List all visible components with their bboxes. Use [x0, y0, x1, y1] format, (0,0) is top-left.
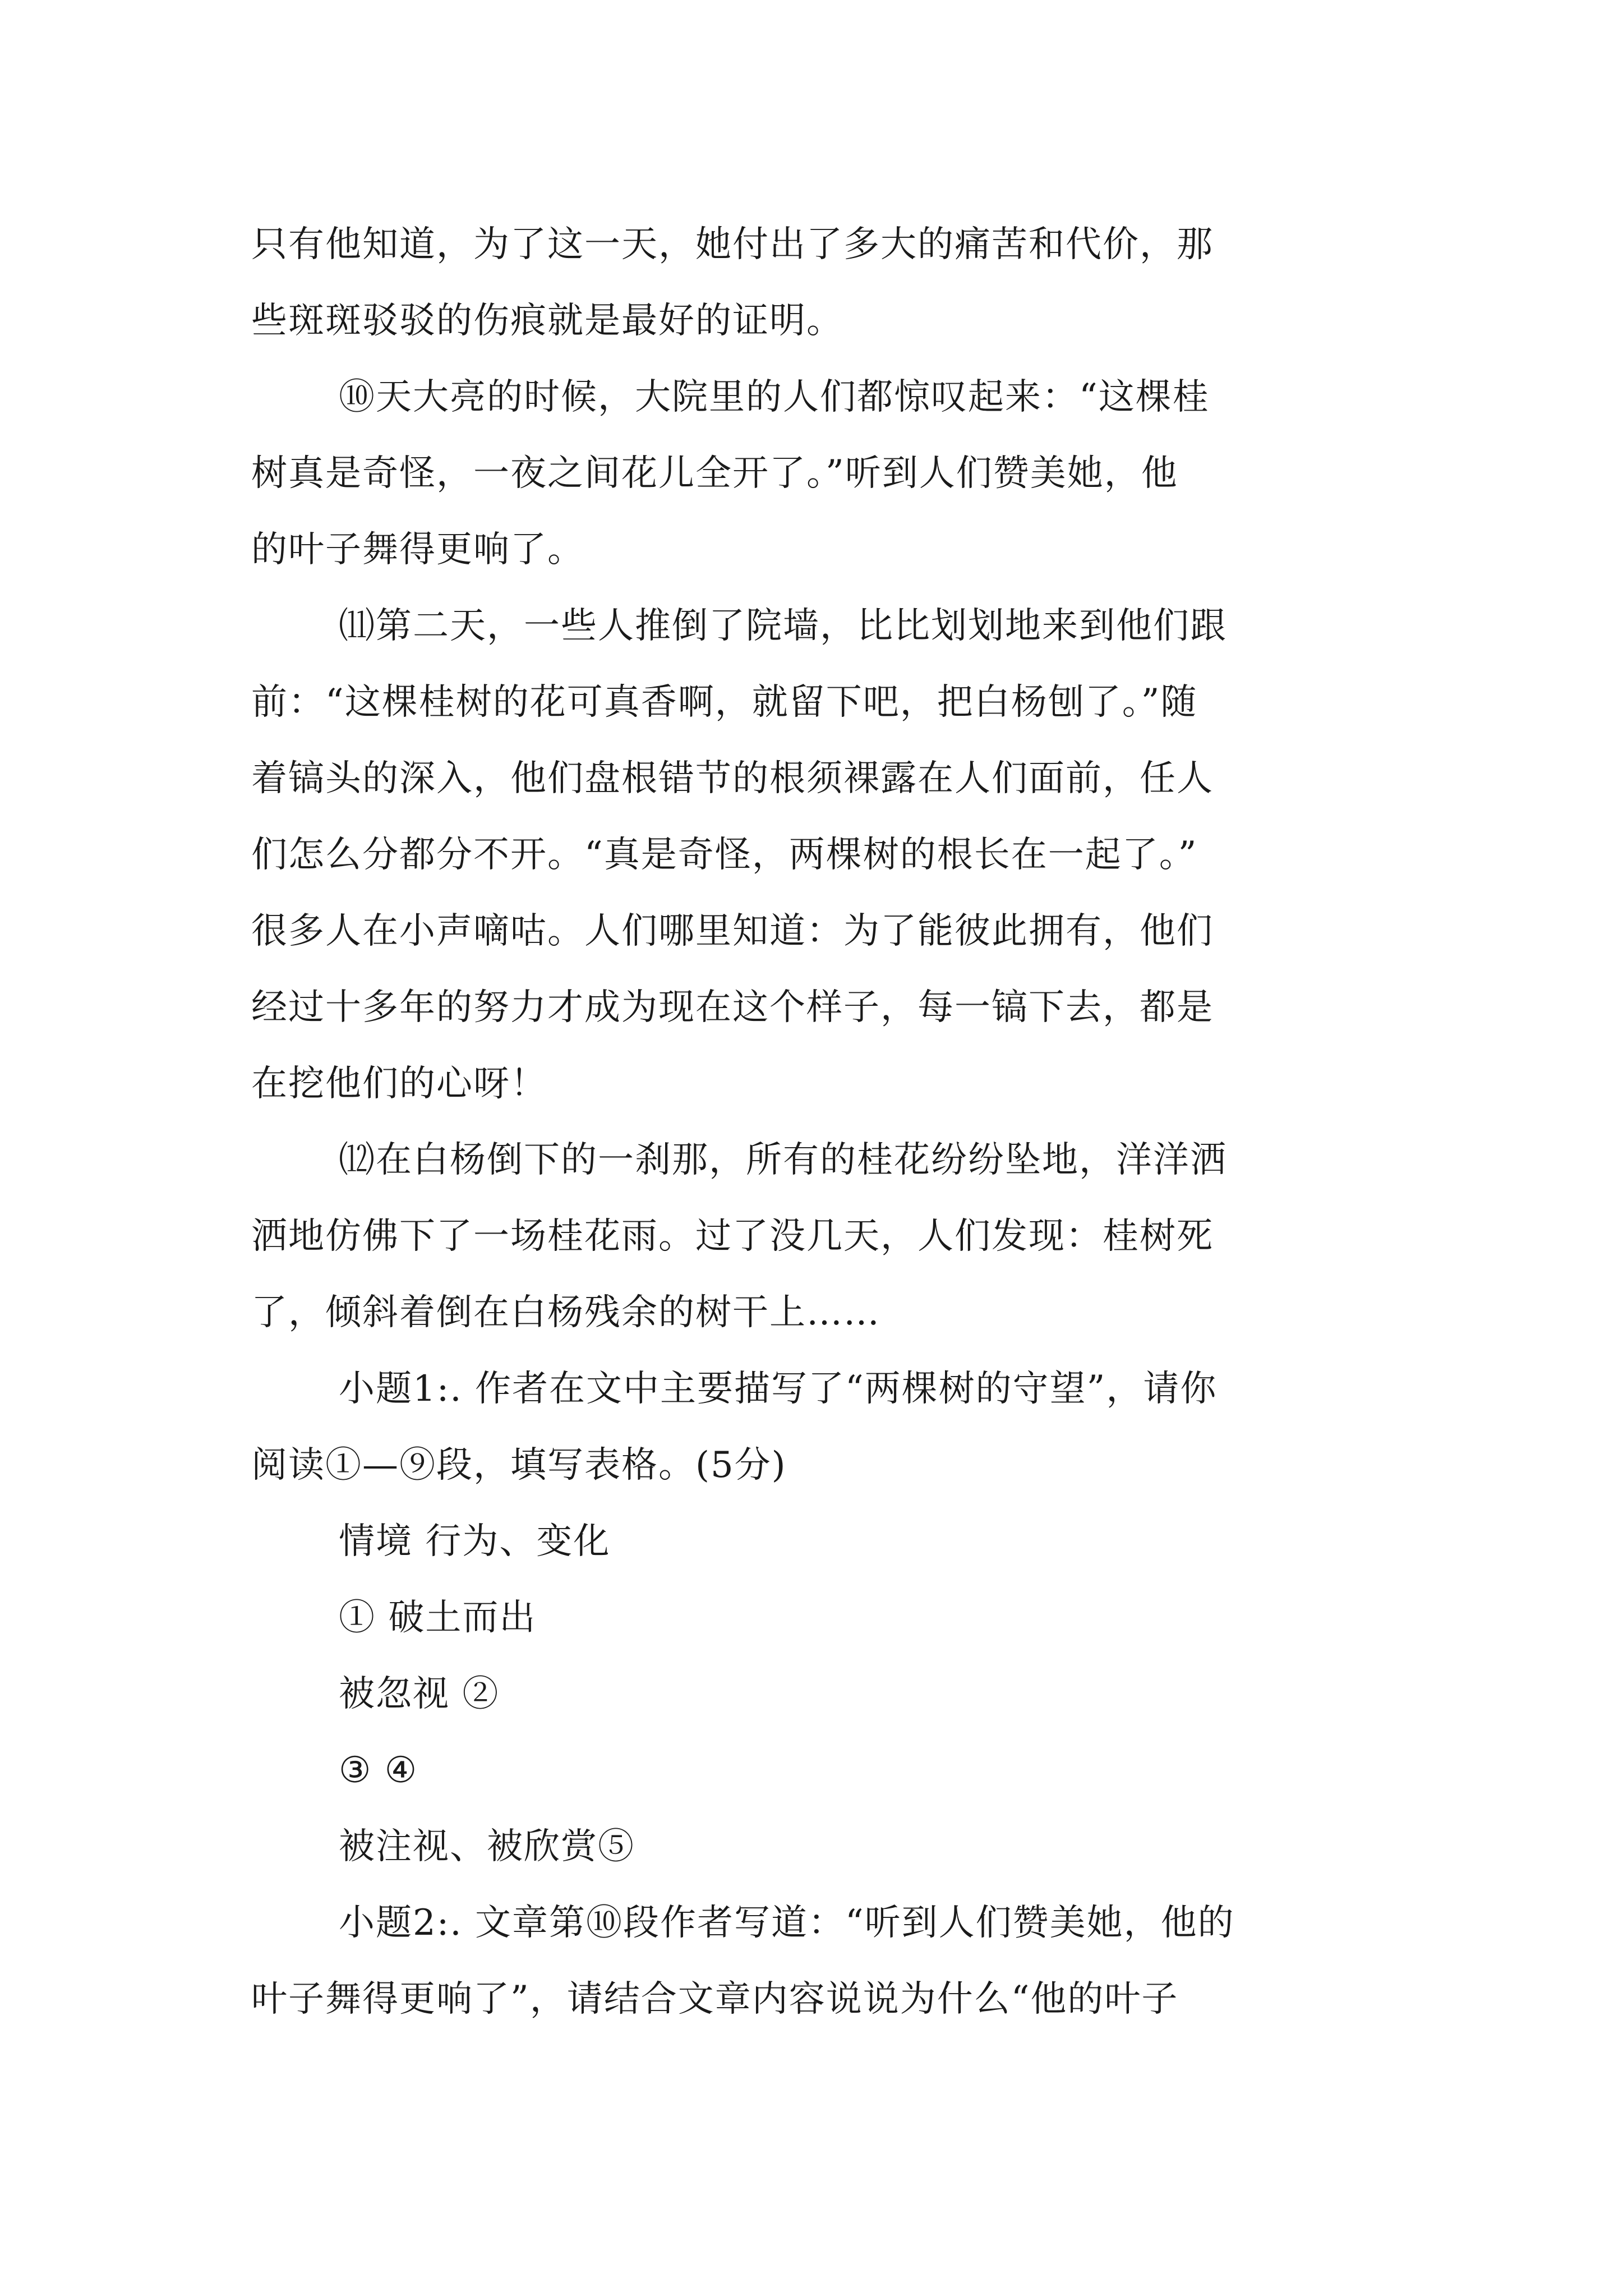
text-line-14: 洒地仿佛下了一场桂花雨。过了没几天，人们发现：桂树死 — [251, 1216, 1214, 1257]
text-line-6: ⑾第二天，一些人推倒了院墙，比比划划地来到他们跟 — [339, 605, 1227, 647]
text-line-10: 很多人在小声嘀咕。人们哪里知道：为了能彼此拥有，他们 — [251, 910, 1214, 952]
text-line-13: ⑿在白杨倒下的一刹那，所有的桂花纷纷坠地，洋洋洒 — [339, 1139, 1227, 1181]
text-line-9: 们怎么分都分不开。“真是奇怪，两棵树的根长在一起了。” — [251, 834, 1198, 876]
table-row-1: ① 破土而出 — [339, 1597, 537, 1639]
table-row-2: 被忽视 ② — [339, 1673, 500, 1715]
text-line-15: 了，倾斜着倒在白杨残余的树干上…… — [251, 1292, 880, 1333]
text-line-4: 树真是奇怪，一夜之间花儿全开了。”听到人们赞美她，他 — [251, 453, 1178, 494]
question-1-line-1: 小题1:. 作者在文中主要描写了“两棵树的守望”，请你 — [339, 1368, 1218, 1410]
text-line-11: 经过十多年的努力才成为现在这个样子，每一镐下去，都是 — [251, 987, 1214, 1028]
text-line-1: 只有他知道，为了这一天，她付出了多大的痛苦和代价，那 — [251, 224, 1214, 265]
table-row-3: ③ ④ — [339, 1750, 418, 1791]
question-2-line-2: 叶子舞得更响了”，请结合文章内容说说为什么“他的叶子 — [251, 1978, 1179, 2020]
question-2-line-1: 小题2:. 文章第⑩段作者写道：“听到人们赞美她，他的 — [339, 1902, 1235, 1944]
text-line-8: 着镐头的深入，他们盘根错节的根须裸露在人们面前，任人 — [251, 758, 1214, 799]
text-line-2: 些斑斑驳驳的伤痕就是最好的证明。 — [251, 300, 843, 342]
text-line-12: 在挖他们的心呀！ — [251, 1063, 547, 1105]
text-line-3: ⑩天大亮的时候，大院里的人们都惊叹起来：“这棵桂 — [339, 376, 1210, 418]
text-line-7: 前：“这棵桂树的花可真香啊，就留下吧，把白杨刨了。”随 — [251, 682, 1198, 723]
text-line-5: 的叶子舞得更响了。 — [251, 529, 584, 570]
document-body — [251, 206, 1384, 2037]
table-header-row: 情境 行为、变化 — [339, 1521, 611, 1562]
table-row-4: 被注视、被欣赏⑤ — [339, 1826, 635, 1867]
question-1-line-2: 阅读①—⑨段，填写表格。(5分) — [251, 1444, 787, 1486]
